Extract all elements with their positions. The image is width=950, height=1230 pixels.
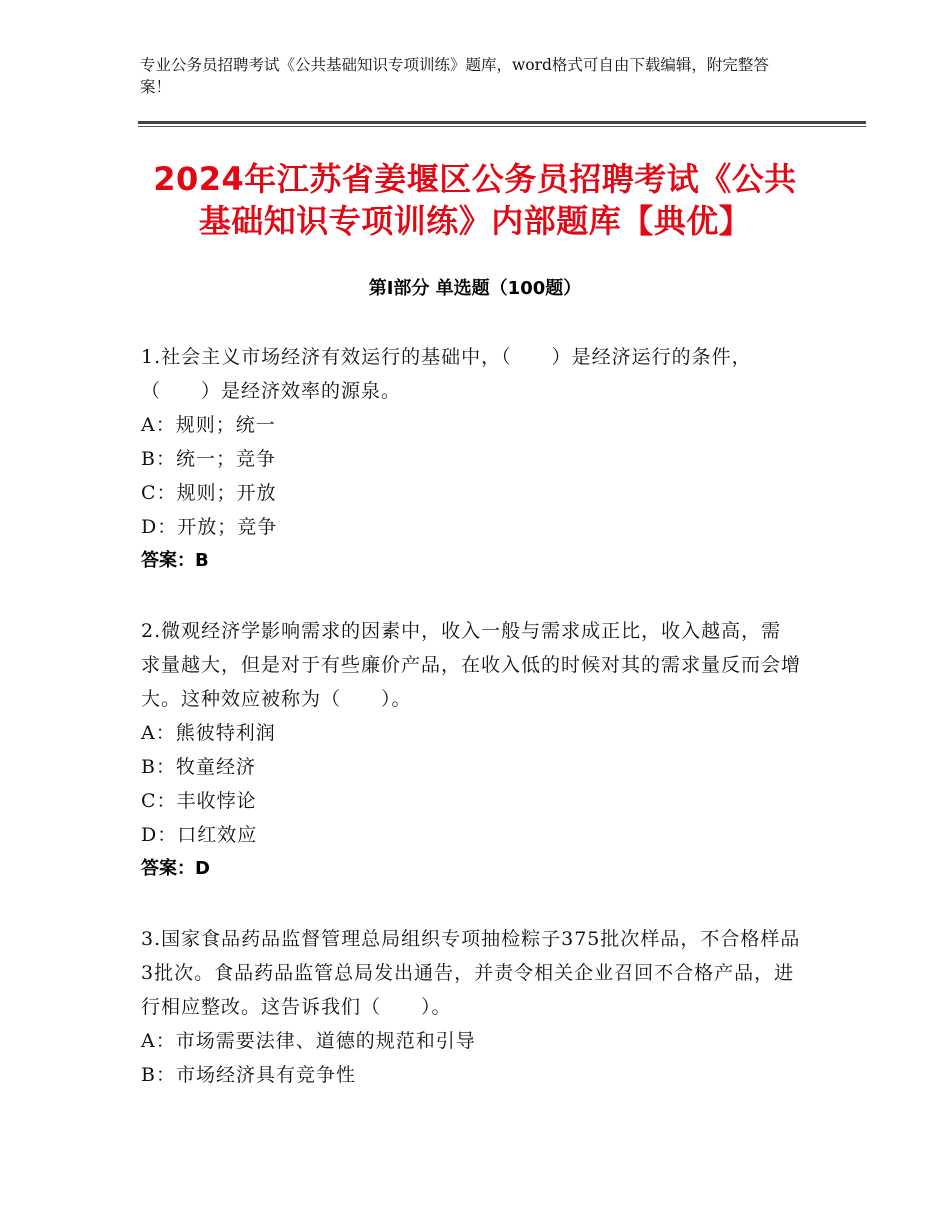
option-b: B：市场经济具有竞争性	[141, 1064, 356, 1086]
answer-label: 答案：D	[141, 858, 210, 879]
option-a: A：市场需要法律、道德的规范和引导	[141, 1030, 476, 1052]
question-stem: 2.微观经济学影响需求的因素中，收入一般与需求成正比，收入越高，需求量越大，但是对于有些廉价产品，在收入低的时候对其的需求量反而会增大。这种效应被称为（ ）。	[141, 620, 802, 710]
header-divider-thick	[138, 121, 866, 124]
option-a: A：规则；统一	[141, 414, 276, 436]
title-line-2: 基础知识专项训练》内部题库【典优】	[198, 202, 752, 240]
document-title	[100, 158, 850, 242]
option-d: D：开放；竞争	[141, 516, 278, 538]
question-1	[141, 340, 801, 578]
option-b: B：统一；竞争	[141, 448, 276, 470]
answer-label: 答案：B	[141, 550, 209, 571]
option-b: B：牧童经济	[141, 756, 256, 778]
title-line-1: 2024年江苏省姜堰区公务员招聘考试《公共	[153, 160, 797, 198]
option-c: C：规则；开放	[141, 482, 277, 504]
header-divider-thin	[138, 126, 866, 127]
question-3	[141, 922, 801, 1092]
question-2	[141, 614, 801, 886]
section-title: 第Ⅰ部分 单选题（100题）	[368, 278, 582, 299]
header-note: 专业公务员招聘考试《公共基础知识专项训练》题库，word格式可自由下载编辑，附完整答案！	[140, 56, 769, 96]
question-stem: 3.国家食品药品监督管理总局组织专项抽检粽子375批次样品，不合格样品3批次。食品药品监管总局发出通告，并责令相关企业召回不合格产品，进行相应整改。这告诉我们（ ）。	[141, 928, 801, 1018]
question-stem: 1.社会主义市场经济有效运行的基础中，（ ）是经济运行的条件，（ ）是经济效率的源泉。	[141, 346, 752, 402]
option-a: A：熊彼特利润	[141, 722, 276, 744]
option-c: C：丰收悖论	[141, 790, 257, 812]
option-d: D：口红效应	[141, 824, 258, 846]
